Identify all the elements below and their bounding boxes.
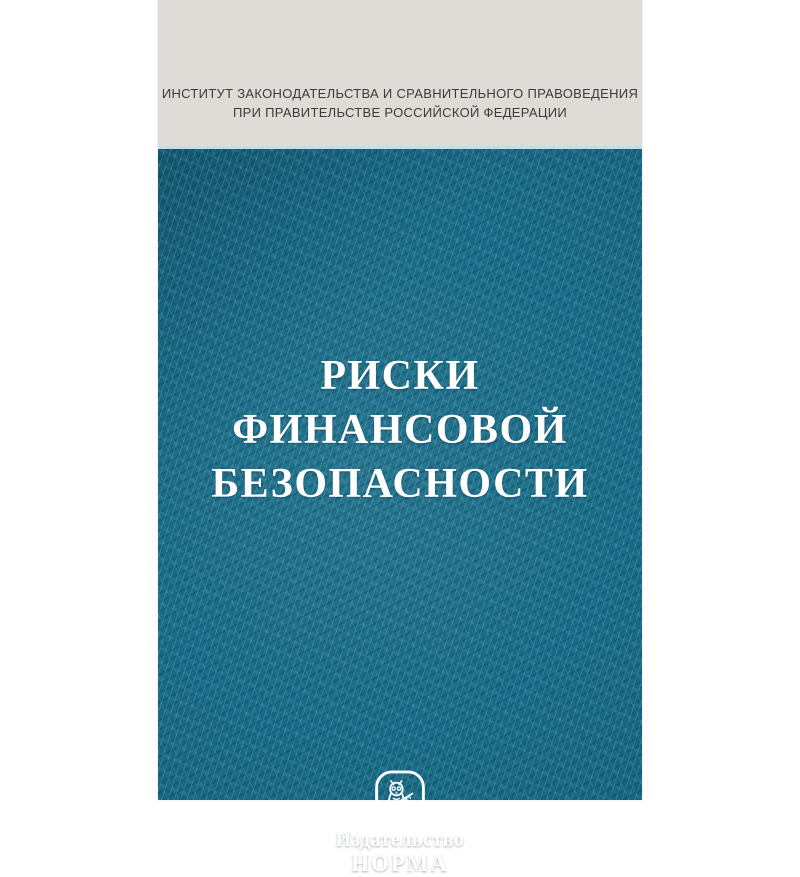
book-cover <box>158 0 642 876</box>
publisher-name: НОРМА <box>351 851 449 876</box>
publisher-block <box>158 769 642 877</box>
institute-band <box>158 0 642 146</box>
teal-textured-background <box>158 149 642 876</box>
book-title-line3: БЕЗОПАСНОСТИ <box>211 461 589 507</box>
institute-name <box>158 84 642 122</box>
norma-owl-logo-icon <box>158 769 642 827</box>
book-title-line1: РИСКИ <box>320 353 480 399</box>
institute-name-line1: ИНСТИТУТ ЗАКОНОДАТЕЛЬСТВА И СРАВНИТЕЛЬНОГО ПРАВОВЕДЕНИЯ <box>161 86 639 101</box>
book-title <box>158 349 642 511</box>
book-title-line2: ФИНАНСОВОЙ <box>232 407 568 453</box>
section-sign-glyph: § <box>403 793 414 815</box>
institute-name-line2: ПРИ ПРАВИТЕЛЬСТВЕ РОССИЙСКОЙ ФЕДЕРАЦИИ <box>232 105 568 120</box>
publisher-label: Издательство <box>335 829 465 851</box>
